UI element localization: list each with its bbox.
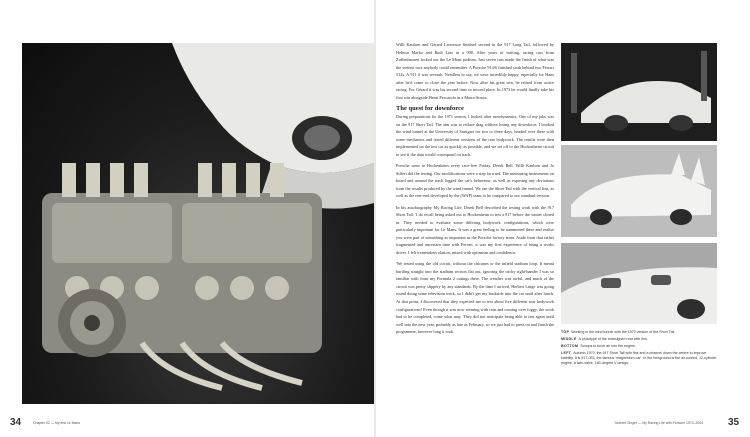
- body-paragraph: Willi Kaulsen and Gérard Larrousse finished second in the 917 Long Tail, followed by Helmut Marko and Rudi Lins in a 908. After years of waiting, racing cars from Zuffenhausen locked out the Le Mans podium. Just seven cars made the finish of what was the wettest race anybody could remember. A Porsche 914/6 finished sixth behind two Ferrari 512s. A 911 S was seventh. Needless to say, we were incredibly happy, especially for Hans after he'd come so close the year before. Now after his great win, he retired from active racing. For Gérard it was his second time in second place. In 1973 he would finally take his first win alongside Henri Pescarolo in a Matra-Simca.: [396, 42, 554, 100]
- caption-middle: MIDDLE A prototype of the redesigned rear with fins.: [561, 337, 648, 341]
- body-paragraph: 'We tested using the old circuit, without the chicanes or the infield stadium loop. It meant hurtling straight into the stadium section flat out, ignoring the tricky right-hander I was so familiar with from my Formula 2 outings there. The weather was awful, and much of the circuit was pretty slippery by any standards. By the time I arrived, Herbert Linge was going round doing some television work, so I didn't get my backside into the car until after lunch. At that point, I discovered that they expected me to test about five different rear bodywork configurations! Even though it was now teeming with rain and coming over foggy, the work had to be completed, come what may. They did not anticipate being able to test again until well into the new year, probably as late as February, so we just had to press on and finish the programme, however long it took.: [396, 261, 554, 335]
- wind-tunnel-photo: [561, 43, 717, 141]
- engine-and-car-photo: [22, 43, 374, 404]
- body-paragraph: Porsche went to Hockenheim every race-free Friday. Derek Bell, Willi Kaulsen and Jo Siffert did the testing. Our modifications were a step forward. The measuring instruments on board and around the track logged the car's behaviour, as well as exposing any deviations from the results produced by the wind tunnel. We ran the Short Tail with the vertical fins, as well as the rear-end developed by the (WAP) team to be compared to our standard version.: [396, 163, 554, 199]
- body-paragraph: During preparations for the 1971 season, I looked after aerodynamics. One of my jobs was on the 917 Short Tail. The aim was to reduce drag without losing any downforce. I booked the wind tunnel at the University of Stuttgart for two or three days, headed over there with some mechanics and tested different versions of the rear bodywork. The results were then implemented on the test car as quickly as possible, and we set off to the Hockenheim circuit to see if the data would correspond on track.: [396, 114, 554, 157]
- right-running-footer: Norbert Singer — My Racing Life with Porsche 1970–2004: [615, 421, 704, 425]
- left-running-footer: Chapter 02 — My first Le Mans: [33, 421, 80, 425]
- right-page-number: 35: [728, 417, 740, 428]
- engine-photo-illustration: [22, 43, 374, 404]
- body-paragraph: In his autobiography My Racing Life, Derek Bell described the testing work with the 917 Short Tail: 'I do recall being asked out to Hockenheim to test a 917 before the winter closed in. They needed to evaluate some differing bodywork configurations, which were particularly important for Le Mans. It was a great feeling to be summoned there and realise you were part of something as important as the Porsche factory team. Aside from that rather fragmented and uncertain time with Ferrari, it was my first experience of being a works driver. I felt tremendous elation, mixed with optimism and confidence.: [396, 204, 554, 255]
- rear-fins-prototype-photo: [561, 145, 717, 237]
- photo-captions: [561, 330, 719, 368]
- caption-left: LEFT Autumn 1970, the 917 Short Tail with fins and a channel down the centre to improve stability. It is 917-053, the famous 'magnesium car'. In the foreground is the air-cooled, 12-cylinder engine, a twin-valve, 180-degree V design.: [561, 351, 717, 365]
- caption-top: TOP Working in the wind tunnel with the 1970 version of the Short Tail.: [561, 330, 676, 334]
- left-page-number: 34: [10, 417, 22, 428]
- caption-bottom: BOTTOM Scoops to force air into the engine.: [561, 344, 636, 348]
- spine-gutter: [374, 0, 376, 437]
- section-heading: The quest for downforce: [396, 105, 464, 113]
- engine-scoops-photo: [561, 243, 717, 324]
- body-text-column: [396, 41, 554, 336]
